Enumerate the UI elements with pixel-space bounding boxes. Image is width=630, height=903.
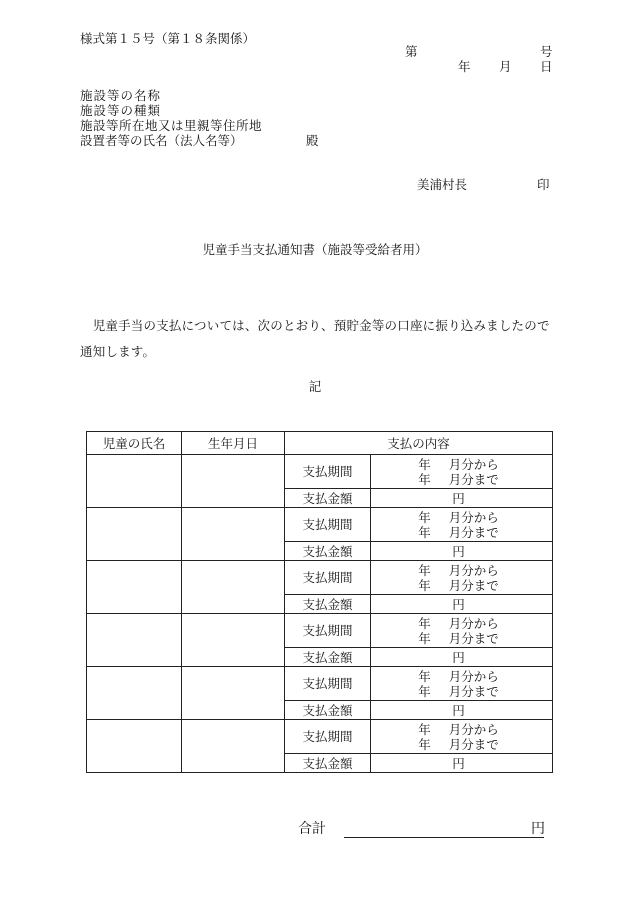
period-to-month: 月分まで (448, 524, 499, 540)
period-from-month: 月分から (448, 615, 499, 631)
amount-value-cell[interactable] (371, 701, 553, 720)
period-to-year: 年 (418, 736, 431, 752)
period-from-year: 年 (418, 509, 431, 525)
table-row (87, 508, 553, 542)
child-name-cell[interactable] (87, 455, 182, 508)
total-yen: 円 (531, 821, 545, 837)
amount-label: 支払金額 (285, 489, 371, 508)
document-number-suffix: 号 (540, 44, 553, 59)
amount-yen: 円 (452, 702, 465, 718)
period-from-month: 月分から (448, 562, 499, 578)
amount-yen: 円 (452, 490, 465, 506)
period-to-month: 月分まで (448, 683, 499, 699)
amount-value-cell[interactable] (371, 489, 553, 508)
payment-table-body (87, 455, 553, 773)
child-name-cell[interactable] (87, 667, 182, 720)
amount-label: 支払金額 (285, 542, 371, 561)
amount-label: 支払金額 (285, 648, 371, 667)
birth-date-cell[interactable] (182, 561, 285, 614)
total-label: 合計 (298, 821, 326, 837)
period-from-year: 年 (418, 615, 431, 631)
header-payment: 支払の内容 (285, 432, 553, 455)
period-to-month: 月分まで (448, 630, 499, 646)
facility-address-label: 施設等所在地又は里親等住所地 (80, 118, 263, 133)
table-row (87, 561, 553, 595)
amount-yen: 円 (452, 649, 465, 665)
total-amount-line (344, 837, 544, 838)
period-value-cell[interactable] (371, 720, 553, 754)
period-from-month: 月分から (448, 509, 499, 525)
date-month-label: 月 (499, 59, 512, 74)
date-day-label: 日 (540, 59, 553, 74)
period-from-year: 年 (418, 562, 431, 578)
birth-date-cell[interactable] (182, 667, 285, 720)
amount-yen: 円 (452, 755, 465, 771)
period-value-cell[interactable] (371, 561, 553, 595)
date-year-label: 年 (458, 59, 471, 74)
period-from-year: 年 (418, 456, 431, 472)
table-row (87, 614, 553, 648)
period-label: 支払期間 (285, 667, 371, 701)
period-label: 支払期間 (285, 561, 371, 595)
table-row (87, 720, 553, 754)
amount-value-cell[interactable] (371, 595, 553, 614)
period-value-cell[interactable] (371, 667, 553, 701)
period-value-cell[interactable] (371, 455, 553, 489)
period-label: 支払期間 (285, 508, 371, 542)
period-label: 支払期間 (285, 614, 371, 648)
founder-name-label: 設置者等の氏名（法人名等） (80, 133, 243, 148)
amount-value-cell[interactable] (371, 542, 553, 561)
document-number-prefix: 第 (405, 44, 418, 59)
period-label: 支払期間 (285, 720, 371, 754)
amount-yen: 円 (452, 543, 465, 559)
amount-label: 支払金額 (285, 595, 371, 614)
birth-date-cell[interactable] (182, 508, 285, 561)
period-to-year: 年 (418, 471, 431, 487)
amount-value-cell[interactable] (371, 648, 553, 667)
period-label: 支払期間 (285, 455, 371, 489)
child-name-cell[interactable] (87, 508, 182, 561)
form-number: 様式第１５号（第１８条関係） (80, 31, 256, 46)
table-row (87, 667, 553, 701)
period-value-cell[interactable] (371, 508, 553, 542)
payment-table (86, 431, 553, 773)
period-to-year: 年 (418, 577, 431, 593)
header-birth-date: 生年月日 (182, 432, 285, 455)
header-child-name: 児童の氏名 (87, 432, 182, 455)
facility-type-label: 施設等の種類 (80, 103, 162, 118)
period-from-year: 年 (418, 668, 431, 684)
amount-label: 支払金額 (285, 701, 371, 720)
child-name-cell[interactable] (87, 561, 182, 614)
honorific: 殿 (306, 133, 319, 148)
period-from-month: 月分から (448, 668, 499, 684)
body-paragraph (80, 313, 562, 365)
child-name-cell[interactable] (87, 614, 182, 667)
period-value-cell[interactable] (371, 614, 553, 648)
amount-value-cell[interactable] (371, 754, 553, 773)
period-from-month: 月分から (448, 456, 499, 472)
period-to-month: 月分まで (448, 577, 499, 593)
birth-date-cell[interactable] (182, 614, 285, 667)
period-from-year: 年 (418, 721, 431, 737)
period-to-year: 年 (418, 524, 431, 540)
period-to-month: 月分まで (448, 736, 499, 752)
amount-yen: 円 (452, 596, 465, 612)
amount-label: 支払金額 (285, 754, 371, 773)
document-title: 児童手当支払通知書（施設等受給者用） (202, 242, 428, 257)
seal-mark: 印 (537, 177, 550, 192)
ki-heading: 記 (308, 379, 322, 394)
table-row (87, 455, 553, 489)
period-to-year: 年 (418, 683, 431, 699)
issuer-mayor: 美浦村長 (417, 177, 468, 192)
period-to-year: 年 (418, 630, 431, 646)
birth-date-cell[interactable] (182, 455, 285, 508)
period-from-month: 月分から (448, 721, 499, 737)
birth-date-cell[interactable] (182, 720, 285, 773)
period-to-month: 月分まで (448, 471, 499, 487)
facility-name-label: 施設等の名称 (80, 88, 162, 103)
child-name-cell[interactable] (87, 720, 182, 773)
body-text: 児童手当の支払については、次のとおり、預貯金等の口座に振り込みましたので通知します。 (80, 318, 550, 359)
